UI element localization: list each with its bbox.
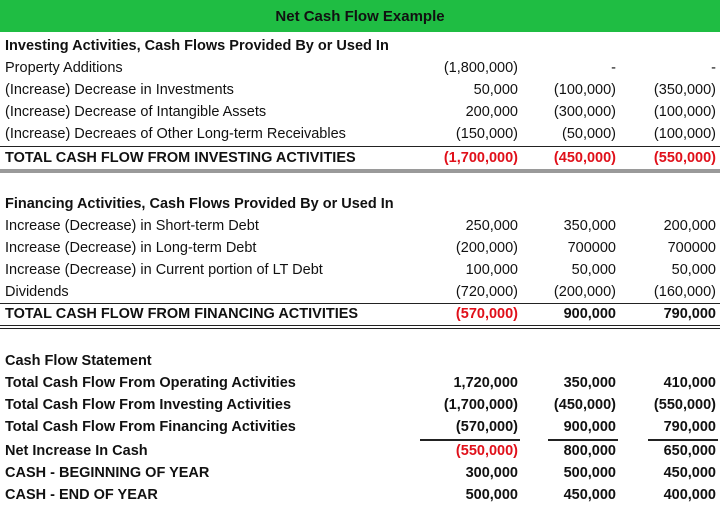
section-header: Cash Flow Statement <box>5 353 152 369</box>
cell-value: (550,000) <box>653 397 716 413</box>
total-value: 900,000 <box>563 306 616 322</box>
double-underline <box>0 325 720 329</box>
row-label: Property Additions <box>5 60 123 76</box>
divider <box>0 169 720 173</box>
cell-value: 650,000 <box>663 443 716 459</box>
row-label: Increase (Decrease) in Short-term Debt <box>5 218 259 234</box>
end-row <box>0 484 720 506</box>
row-label: Increase (Decrease) in Long-term Debt <box>5 240 257 256</box>
cell-value: - <box>611 60 616 76</box>
cell-value: 790,000 <box>663 419 716 435</box>
cell-value: 50,000 <box>473 82 518 98</box>
cell-value: 900,000 <box>563 419 616 435</box>
row-label: Total Cash Flow From Investing Activities <box>5 397 292 413</box>
total-row <box>0 303 720 325</box>
net-row <box>0 440 720 462</box>
row-label: Dividends <box>5 284 69 300</box>
total-label: TOTAL CASH FLOW FROM INVESTING ACTIVITIES <box>5 150 356 166</box>
row-label: Total Cash Flow From Financing Activities <box>5 419 296 435</box>
section-header: Financing Activities, Cash Flows Provided By or Used In <box>5 196 394 212</box>
cell-value: 200,000 <box>663 218 716 234</box>
cell-value: (100,000) <box>653 104 716 120</box>
table-row <box>0 57 720 79</box>
cell-value: (450,000) <box>553 397 616 413</box>
cell-value: - <box>711 60 716 76</box>
financing-header <box>0 193 720 215</box>
row-label: (Increase) Decrease of Intangible Assets <box>5 104 267 120</box>
cell-value: 50,000 <box>571 262 616 278</box>
table-row <box>0 259 720 281</box>
table-row <box>0 79 720 101</box>
row-label: (Increase) Decreaes of Other Long-term Receivables <box>5 126 346 142</box>
cell-value: (1,700,000) <box>443 397 518 413</box>
page-title: Net Cash Flow Example <box>0 0 720 32</box>
cell-value: 700000 <box>567 240 616 256</box>
table-row <box>0 372 720 394</box>
cell-value: 500,000 <box>465 487 518 503</box>
cell-value: 1,720,000 <box>453 375 518 391</box>
table-row <box>0 123 720 145</box>
table-row <box>0 237 720 259</box>
total-label: TOTAL CASH FLOW FROM FINANCING ACTIVITIES <box>5 306 359 322</box>
cell-value: (100,000) <box>653 126 716 142</box>
cell-value: (570,000) <box>455 419 518 435</box>
section-header: Investing Activities, Cash Flows Provided By or Used In <box>5 38 389 54</box>
cell-value: 350,000 <box>563 375 616 391</box>
cell-value: 100,000 <box>465 262 518 278</box>
table-row <box>0 215 720 237</box>
cell-value: (100,000) <box>553 82 616 98</box>
cell-value: 200,000 <box>465 104 518 120</box>
statement-header <box>0 350 720 372</box>
cell-value: (150,000) <box>455 126 518 142</box>
cell-value: 450,000 <box>563 487 616 503</box>
investing-header <box>0 35 720 57</box>
cell-value: 50,000 <box>671 262 716 278</box>
row-label: (Increase) Decrease in Investments <box>5 82 234 98</box>
cell-value: (350,000) <box>653 82 716 98</box>
cell-value: 250,000 <box>465 218 518 234</box>
cell-value: (200,000) <box>553 284 616 300</box>
cell-value: (1,800,000) <box>443 60 518 76</box>
cell-value: (160,000) <box>653 284 716 300</box>
cell-value: (300,000) <box>553 104 616 120</box>
cell-value: (50,000) <box>561 126 616 142</box>
total-value: (450,000) <box>553 150 616 166</box>
cell-value: 300,000 <box>465 465 518 481</box>
row-label: CASH - END OF YEAR <box>5 487 158 503</box>
cell-value: 700000 <box>667 240 716 256</box>
beginning-row <box>0 462 720 484</box>
cell-value: 410,000 <box>663 375 716 391</box>
row-label: Increase (Decrease) in Current portion of LT Debt <box>5 262 323 278</box>
table-row <box>0 101 720 123</box>
cell-value: 500,000 <box>563 465 616 481</box>
cell-value: (720,000) <box>455 284 518 300</box>
cell-value: 400,000 <box>663 487 716 503</box>
total-row <box>0 147 720 169</box>
table-row <box>0 281 720 303</box>
total-value: (570,000) <box>455 306 518 322</box>
cell-value: 800,000 <box>563 443 616 459</box>
row-label: Total Cash Flow From Operating Activities <box>5 375 296 391</box>
total-value: (550,000) <box>653 150 716 166</box>
total-value: (1,700,000) <box>443 150 518 166</box>
table-row <box>0 416 720 438</box>
table-row <box>0 394 720 416</box>
row-label: Net Increase In Cash <box>5 443 148 459</box>
cell-value: (550,000) <box>455 443 518 459</box>
total-value: 790,000 <box>663 306 716 322</box>
cell-value: 450,000 <box>663 465 716 481</box>
cell-value: 350,000 <box>563 218 616 234</box>
cell-value: (200,000) <box>455 240 518 256</box>
row-label: CASH - BEGINNING OF YEAR <box>5 465 210 481</box>
